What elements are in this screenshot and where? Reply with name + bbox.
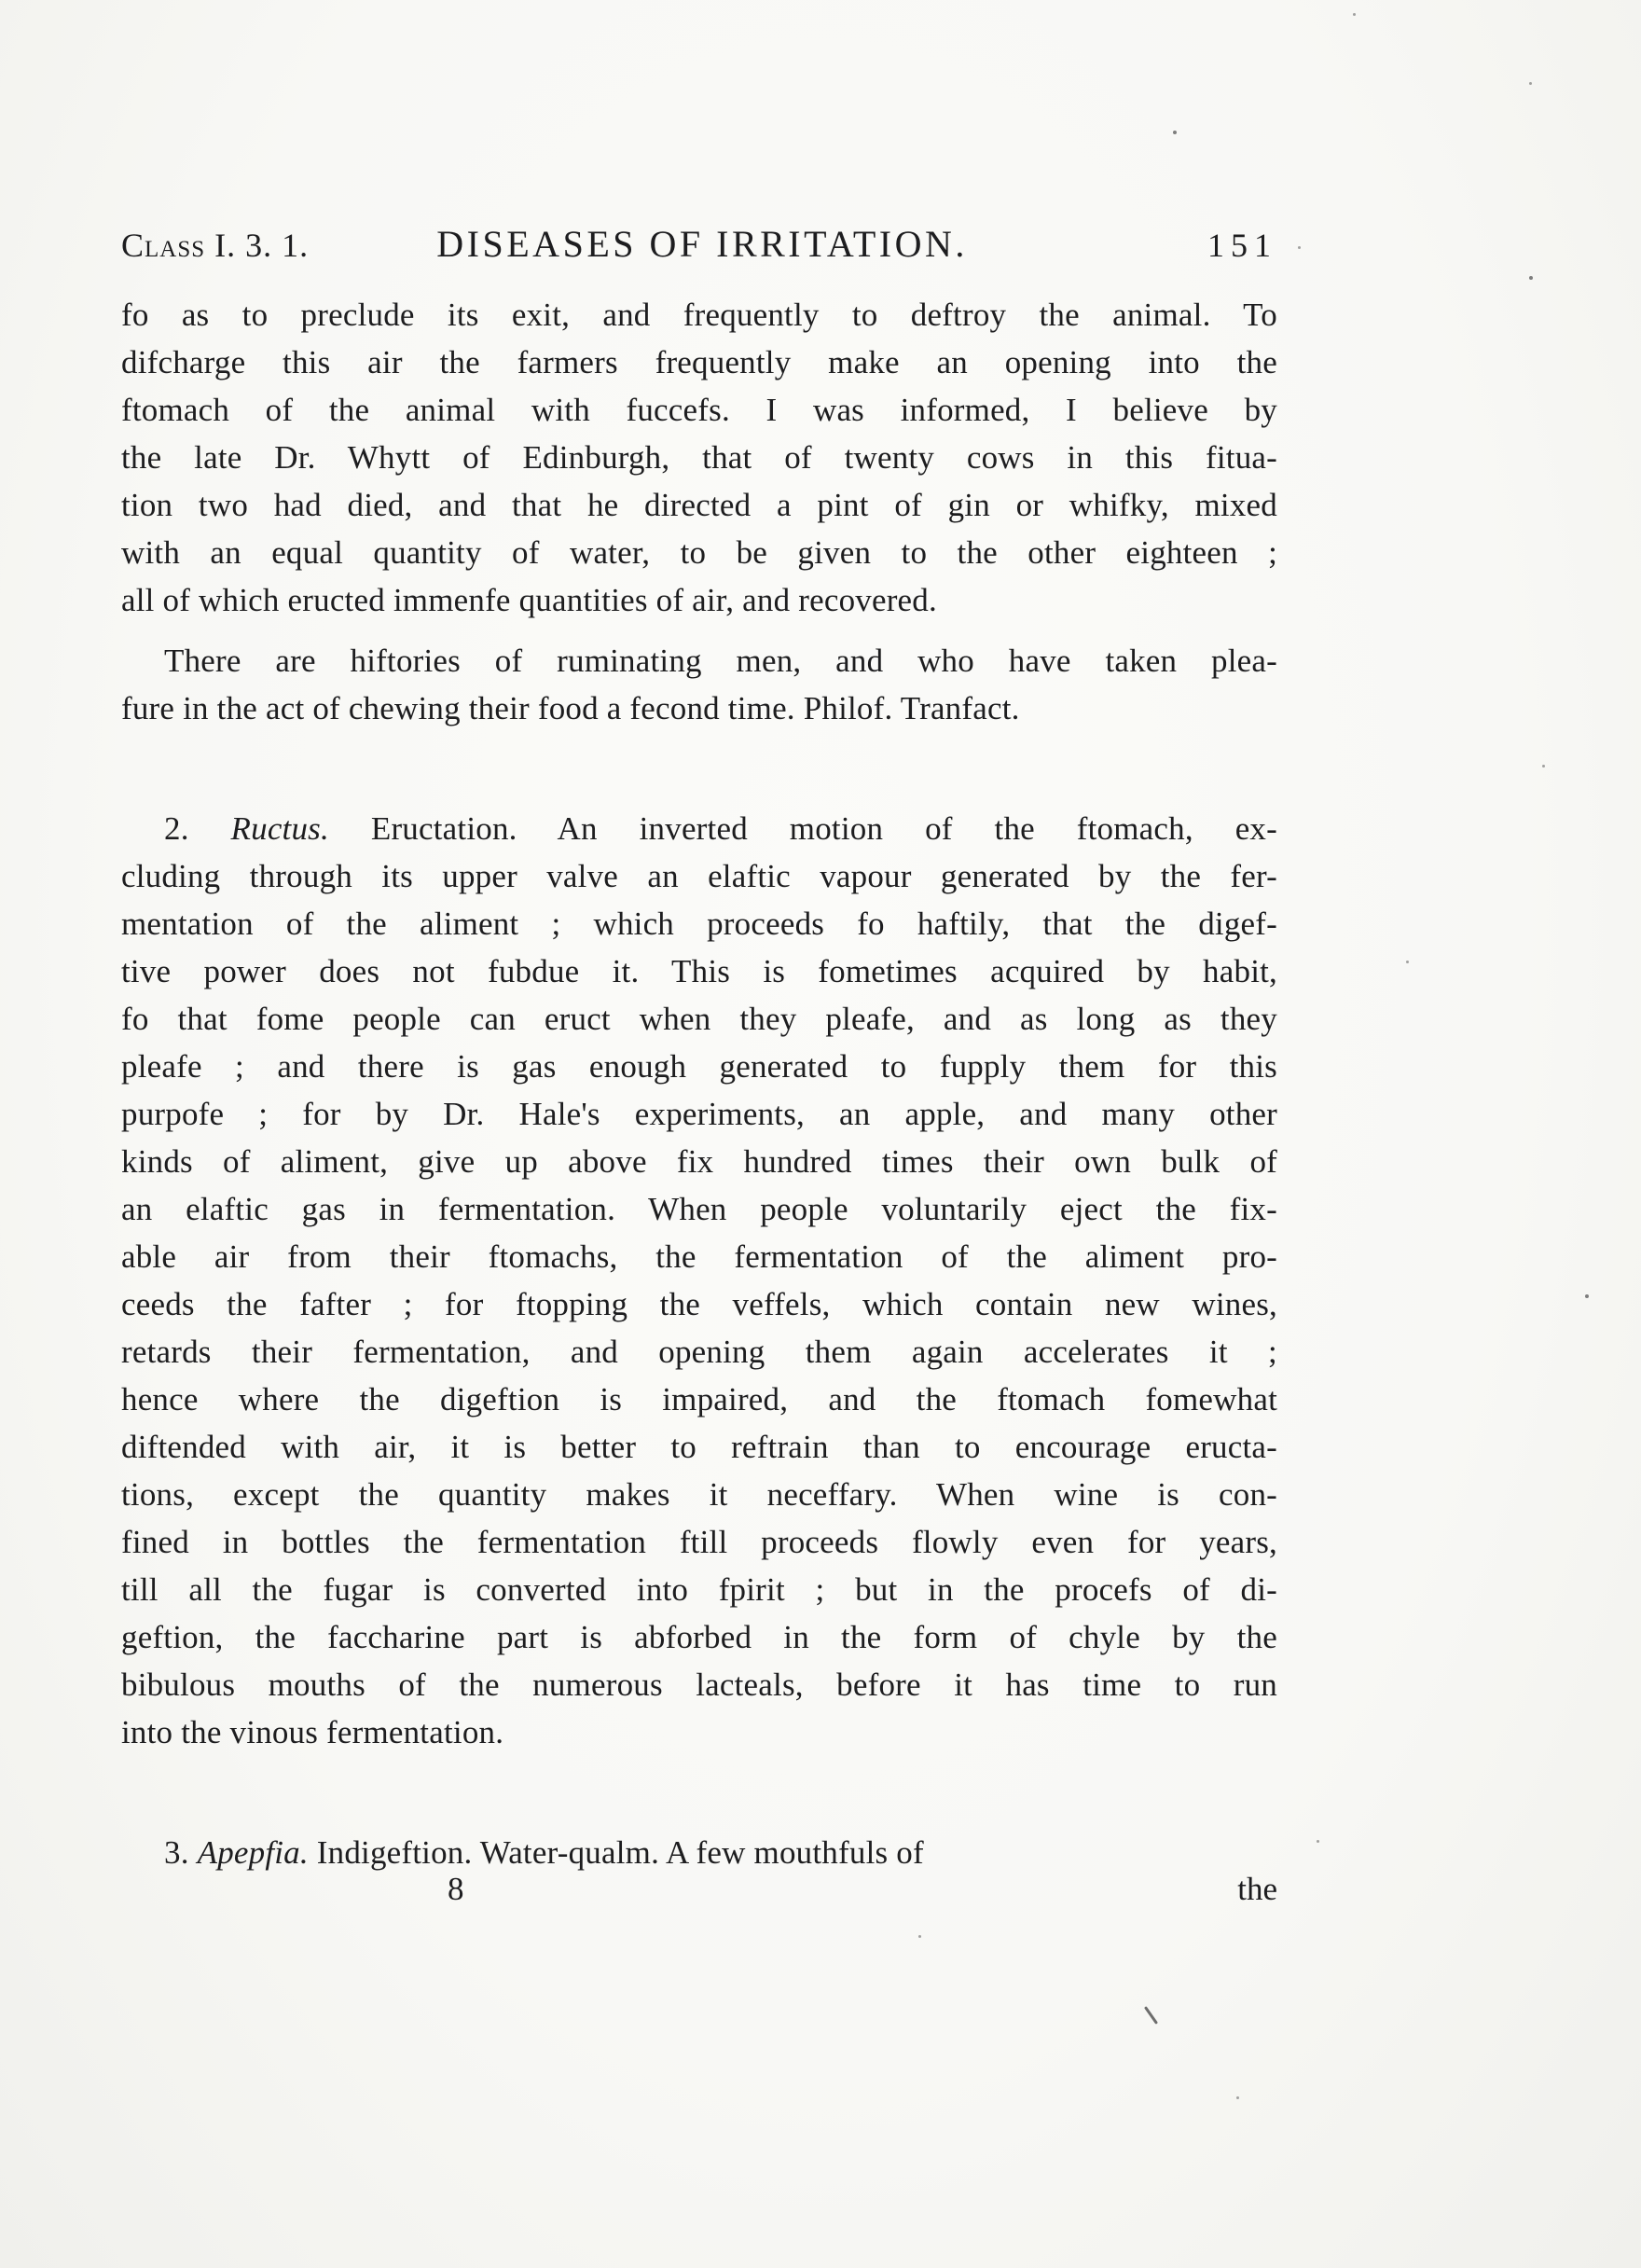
scan-speck	[1173, 131, 1177, 134]
text-line	[121, 805, 1277, 852]
italic-term: Apepfia.	[197, 1834, 309, 1871]
text-line: till all the fugar is converted into fpirit ; but in the procefs of di-	[121, 1571, 1277, 1608]
scan-speck	[1529, 276, 1533, 280]
text-line: bibulous mouths of the numerous lacteals, before it has time to run	[121, 1666, 1277, 1703]
text-line: tions, except the quantity makes it neceffary. When wine is con-	[121, 1476, 1277, 1513]
scan-speck	[1298, 246, 1301, 249]
section-2-ructus	[121, 805, 1277, 1756]
text-line: fure in the act of chewing their food a fecond time. Philof. Tranfact.	[121, 690, 1020, 726]
page-title: DISEASES OF IRRITATION.	[436, 223, 968, 265]
catchword: the	[1237, 1871, 1277, 1907]
scan-speck	[1353, 13, 1356, 16]
text-segment: 3.	[164, 1834, 198, 1871]
text-line: tive power does not fubdue it. This is fometimes acquired by habit,	[121, 953, 1277, 989]
text-line: the late Dr. Whytt of Edinburgh, that of twenty cows in this fitua-	[121, 439, 1277, 476]
text-line: purpofe ; for by Dr. Hale's experiments, an apple, and many other	[121, 1096, 1277, 1132]
text-line: into the vinous fermentation.	[121, 1714, 504, 1750]
text-line: fo that fome people can eruct when they pleafe, and as long as they	[121, 1001, 1277, 1037]
text-line: kinds of aliment, give up above fix hundred times their own bulk of	[121, 1143, 1277, 1180]
text-line: pleafe ; and there is gas enough generated to fupply them for this	[121, 1048, 1277, 1085]
paragraph-ruminating-men	[121, 637, 1277, 732]
text-line: retards their fermentation, and opening them again accelerates it ;	[121, 1334, 1277, 1370]
paragraph-continuation	[121, 291, 1277, 624]
text-line: an elaftic gas in fermentation. When people voluntarily eject the fix-	[121, 1191, 1277, 1227]
text-segment: 2.	[164, 810, 231, 847]
scan-speck	[1317, 1840, 1319, 1843]
scan-speck	[1406, 961, 1409, 963]
scan-speck	[1236, 2096, 1239, 2099]
text-line: mentation of the aliment ; which proceeds fo haftily, that the digef-	[121, 906, 1277, 942]
class-label: Class I. 3. 1.	[121, 227, 310, 264]
text-line: geftion, the faccharine part is abforbed in the form of chyle by the	[121, 1619, 1277, 1655]
text-line: able air from their ftomachs, the fermentation of the aliment pro-	[121, 1238, 1277, 1275]
text-line: There are hiftories of ruminating men, and who have taken plea-	[164, 643, 1277, 679]
text-line: cluding through its upper valve an elaftic vapour generated by the fer-	[121, 858, 1277, 894]
page-number: 151	[1207, 227, 1277, 264]
scan-pen-mark	[1144, 2006, 1158, 2025]
text-block	[121, 291, 1277, 1876]
text-line: with an equal quantity of water, to be given to the other eighteen ;	[121, 534, 1277, 571]
text-line: ceeds the fafter ; for ftopping the veffels, which contain new wines,	[121, 1286, 1277, 1322]
scan-speck	[918, 1935, 921, 1938]
text-line: difcharge this air the farmers frequently make an opening into the	[121, 344, 1277, 380]
text-segment: Eructation. An inverted motion of the ftomach, ex-	[328, 810, 1277, 847]
signature-mark: 8	[448, 1871, 464, 1907]
scan-speck	[1542, 765, 1545, 768]
text-segment: Indigeftion. Water-qualm. A few mouthfuls of	[308, 1834, 924, 1871]
text-line: hence where the digeftion is impaired, and the ftomach fomewhat	[121, 1381, 1277, 1418]
page-footer	[121, 1865, 1277, 1913]
text-line: tion two had died, and that he directed a pint of gin or whifky, mixed	[121, 487, 1277, 523]
text-line: ftomach of the animal with fuccefs. I was informed, I believe by	[121, 392, 1277, 428]
scan-speck	[1529, 82, 1532, 85]
page-header	[121, 222, 1277, 266]
text-line: fo as to preclude its exit, and frequently to deftroy the animal. To	[121, 297, 1277, 333]
italic-term: Ructus.	[230, 810, 329, 847]
text-line: diftended with air, it is better to reftrain than to encourage eructa-	[121, 1429, 1277, 1465]
text-line: fined in bottles the fermentation ftill proceeds flowly even for years,	[121, 1524, 1277, 1560]
scan-speck	[1585, 1294, 1589, 1298]
text-line: all of which eructed immenfe quantities of air, and recovered.	[121, 582, 937, 618]
